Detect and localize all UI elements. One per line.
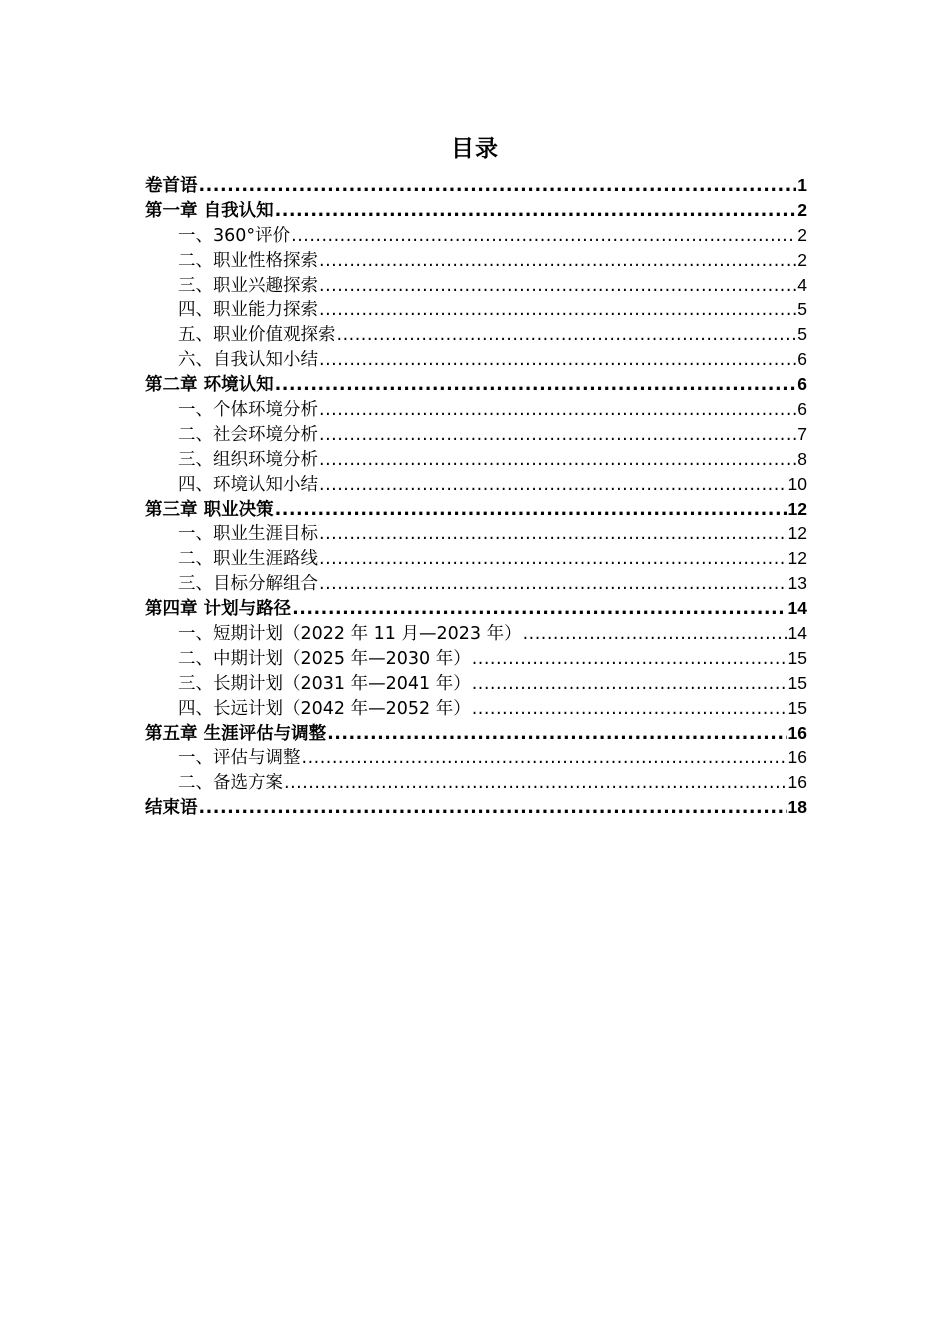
toc-dot-leader (319, 522, 787, 547)
toc-section-entry[interactable] (145, 347, 807, 372)
toc-dot-leader (319, 423, 796, 448)
toc-page-number: 4 (797, 274, 807, 295)
toc-section-entry[interactable] (145, 745, 807, 770)
toc-page-number: 7 (797, 423, 807, 444)
toc-page-number: 5 (797, 324, 807, 345)
toc-page-number: 2 (797, 249, 807, 270)
toc-section-entry[interactable] (145, 696, 807, 721)
toc-entry-label: 六、自我认知小结 (178, 350, 318, 371)
toc-section-entry[interactable] (145, 248, 807, 273)
toc-section-entry[interactable] (145, 472, 807, 497)
toc-entry-label: 三、组织环境分析 (178, 449, 318, 470)
toc-page-number: 12 (787, 548, 807, 569)
toc-dot-leader (284, 771, 787, 796)
toc-dot-leader (292, 597, 786, 622)
toc-entry-label: 四、长远计划（2042 年—2052 年） (178, 698, 471, 719)
toc-entry-label: 第五章 生涯评估与调整 (145, 723, 327, 744)
toc-title: 目录 (451, 136, 499, 162)
toc-section-entry[interactable] (145, 671, 807, 696)
toc-chapter-entry[interactable] (145, 795, 807, 820)
toc-dot-leader (319, 473, 787, 498)
toc-section-entry[interactable] (145, 621, 807, 646)
toc-dot-leader (275, 373, 797, 398)
toc-page-number: 16 (787, 722, 807, 743)
toc-entry-label: 第三章 职业决策 (145, 499, 274, 520)
toc-page-number: 15 (787, 647, 807, 668)
toc-entry-label: 二、职业生涯路线 (178, 549, 318, 570)
toc-page-number: 15 (787, 697, 807, 718)
toc-section-entry[interactable] (145, 571, 807, 596)
toc-dot-leader (275, 199, 797, 224)
toc-dot-leader (319, 547, 787, 572)
toc-dot-leader (199, 796, 787, 821)
toc-page-number: 2 (797, 224, 807, 245)
toc-dot-leader (472, 697, 787, 722)
toc-dot-leader (291, 224, 796, 249)
toc-section-entry[interactable] (145, 521, 807, 546)
toc-entry-label: 卷首语 (145, 176, 198, 196)
toc-page-number: 5 (797, 299, 807, 320)
toc-dot-leader (472, 647, 787, 672)
toc-page-number: 12 (787, 523, 807, 544)
toc-page-number: 13 (787, 573, 807, 594)
toc-entry-label: 四、职业能力探索 (178, 300, 318, 321)
toc-entry-label: 二、职业性格探索 (178, 250, 318, 271)
toc-entry-label: 二、备选方案 (178, 773, 283, 794)
toc-chapter-entry[interactable] (145, 198, 807, 223)
toc-dot-leader (472, 672, 787, 697)
toc-dot-leader (275, 498, 787, 523)
toc-dot-leader (302, 746, 787, 771)
toc-page-number: 15 (787, 672, 807, 693)
toc-entry-label: 三、职业兴趣探索 (178, 275, 318, 296)
toc-page-number: 10 (787, 473, 807, 494)
toc-section-entry[interactable] (145, 646, 807, 671)
toc-page-number: 6 (797, 399, 807, 420)
toc-dot-leader (319, 348, 796, 373)
toc-page-number: 16 (787, 747, 807, 768)
toc-section-entry[interactable] (145, 397, 807, 422)
toc-chapter-entry[interactable] (145, 173, 807, 198)
toc-dot-leader (319, 274, 796, 299)
toc-page-number: 6 (797, 374, 807, 395)
toc-dot-leader (199, 174, 797, 199)
toc-entry-label: 二、社会环境分析 (178, 424, 318, 445)
toc-entry-label: 一、评估与调整 (178, 748, 301, 769)
toc-page-number: 8 (797, 448, 807, 469)
toc-section-entry[interactable] (145, 447, 807, 472)
toc-section-entry[interactable] (145, 223, 807, 248)
toc-section-entry[interactable] (145, 322, 807, 347)
toc-chapter-entry[interactable] (145, 497, 807, 522)
toc-entry-label: 第四章 计划与路径 (145, 599, 292, 620)
toc-chapter-entry[interactable] (145, 596, 807, 621)
toc-entry-label: 一、360°评价 (178, 225, 291, 246)
toc-page-number: 14 (787, 623, 807, 644)
toc-entry-label: 五、职业价值观探索 (178, 325, 336, 346)
toc-dot-leader (319, 572, 787, 597)
toc-entry-label: 四、环境认知小结 (178, 474, 318, 495)
toc-dot-leader (337, 323, 797, 348)
toc-page-number: 14 (787, 598, 807, 619)
toc-chapter-entry[interactable] (145, 372, 807, 397)
toc-entry-label: 第一章 自我认知 (145, 200, 274, 221)
toc-page-number: 2 (797, 199, 807, 220)
toc-section-entry[interactable] (145, 422, 807, 447)
toc-dot-leader (319, 298, 796, 323)
toc-entry-label: 一、短期计划（2022 年 11 月—2023 年） (178, 624, 522, 645)
toc-section-entry[interactable] (145, 770, 807, 795)
toc-entry-label: 三、长期计划（2031 年—2041 年） (178, 673, 471, 694)
toc-page-number: 6 (797, 349, 807, 370)
toc-section-entry[interactable] (145, 546, 807, 571)
toc-entry-label: 第二章 环境认知 (145, 375, 274, 396)
toc-dot-leader (327, 722, 786, 747)
toc-dot-leader (319, 398, 796, 423)
toc-entry-label: 一、职业生涯目标 (178, 524, 318, 545)
toc-entry-label: 三、目标分解组合 (178, 574, 318, 595)
toc-entry-label: 二、中期计划（2025 年—2030 年） (178, 648, 471, 669)
toc-page-number: 16 (787, 772, 807, 793)
toc-chapter-entry[interactable] (145, 721, 807, 746)
toc-entry-label: 结束语 (145, 798, 198, 819)
toc-dot-leader (319, 448, 796, 473)
table-of-contents (145, 173, 807, 820)
toc-entry-label: 一、个体环境分析 (178, 400, 318, 421)
toc-dot-leader (523, 622, 787, 647)
toc-section-entry[interactable] (145, 273, 807, 298)
toc-dot-leader (319, 249, 796, 274)
toc-section-entry[interactable] (145, 297, 807, 322)
toc-page-number: 18 (787, 797, 807, 818)
toc-page-number: 1 (797, 175, 807, 195)
toc-page-number: 12 (787, 498, 807, 519)
